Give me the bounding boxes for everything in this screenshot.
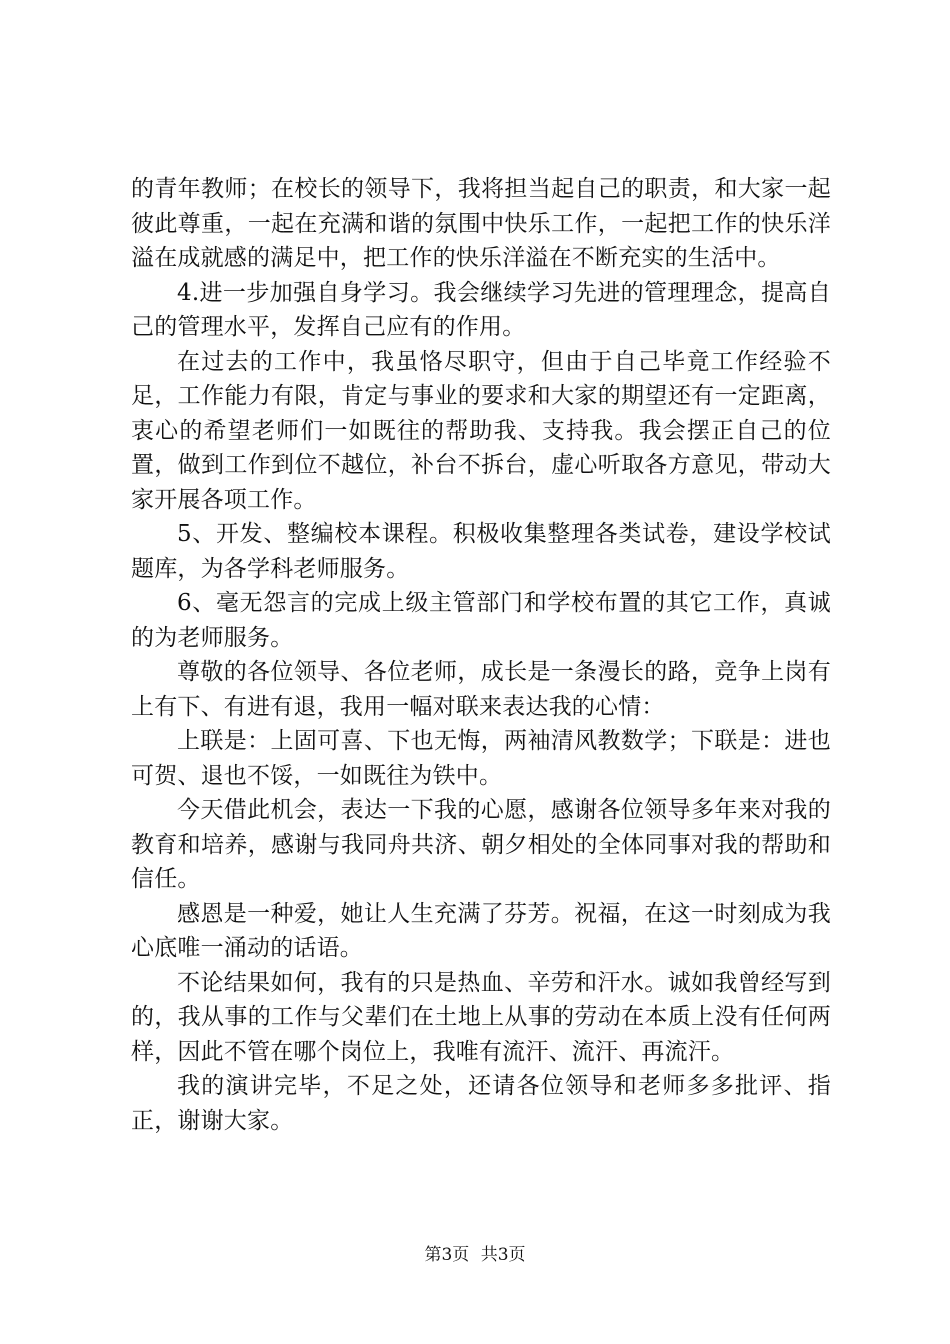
paragraph-4: 5、开发、整编校本课程。积极收集整理各类试卷，建设学校试题库，为各学科老师服务。 xyxy=(131,521,831,582)
paragraph-3: 在过去的工作中，我虽恪尽职守，但由于自己毕竟工作经验不足，工作能力有限，肯定与事业的要求和大家的期望还有一定距离，衷心的希望老师们一如既往的帮助我、支持我。我会摆正自己的位置，做到工作到位不越位，补台不拆台，虚心听取各方意见，带动大家开展各项工作。 xyxy=(131,348,831,513)
page-total: 共3页 xyxy=(480,1245,526,1265)
paragraph-5: 6、毫无怨言的完成上级主管部门和学校布置的其它工作，真诚的为老师服务。 xyxy=(131,590,831,651)
page-number: 第3页 xyxy=(424,1245,470,1265)
paragraph-9: 感恩是一种爱，她让人生充满了芬芳。祝福，在这一时刻成为我心底唯一涌动的话语。 xyxy=(131,900,831,961)
paragraph-7: 上联是：上固可喜、下也无悔，两袖清风教数学；下联是：进也可贺、退也不馁，一如既往为铁中。 xyxy=(131,728,831,789)
paragraph-10: 不论结果如何，我有的只是热血、辛劳和汗水。诚如我曾经写到的，我从事的工作与父辈们在土地上从事的劳动在本质上没有任何两样，因此不管在哪个岗位上，我唯有流汗、流汗、再流汗。 xyxy=(131,969,831,1065)
page-footer xyxy=(0,1244,950,1266)
paragraph-6: 尊敬的各位领导、各位老师，成长是一条漫长的路，竞争上岗有上有下、有进有退，我用一幅对联来表达我的心情： xyxy=(131,659,831,720)
paragraph-11: 我的演讲完毕，不足之处，还请各位领导和老师多多批评、指正，谢谢大家。 xyxy=(131,1073,831,1134)
document-body xyxy=(131,172,831,1138)
paragraph-1: 的青年教师；在校长的领导下，我将担当起自己的职责，和大家一起彼此尊重，一起在充满和谐的氛围中快乐工作，一起把工作的快乐洋溢在成就感的满足中，把工作的快乐洋溢在不断充实的生活中。 xyxy=(131,176,831,271)
paragraph-2: 4.进一步加强自身学习。我会继续学习先进的管理理念，提高自己的管理水平，发挥自己应有的作用。 xyxy=(131,279,831,340)
paragraph-8: 今天借此机会，表达一下我的心愿，感谢各位领导多年来对我的教育和培养，感谢与我同舟共济、朝夕相处的全体同事对我的帮助和信任。 xyxy=(131,797,831,892)
